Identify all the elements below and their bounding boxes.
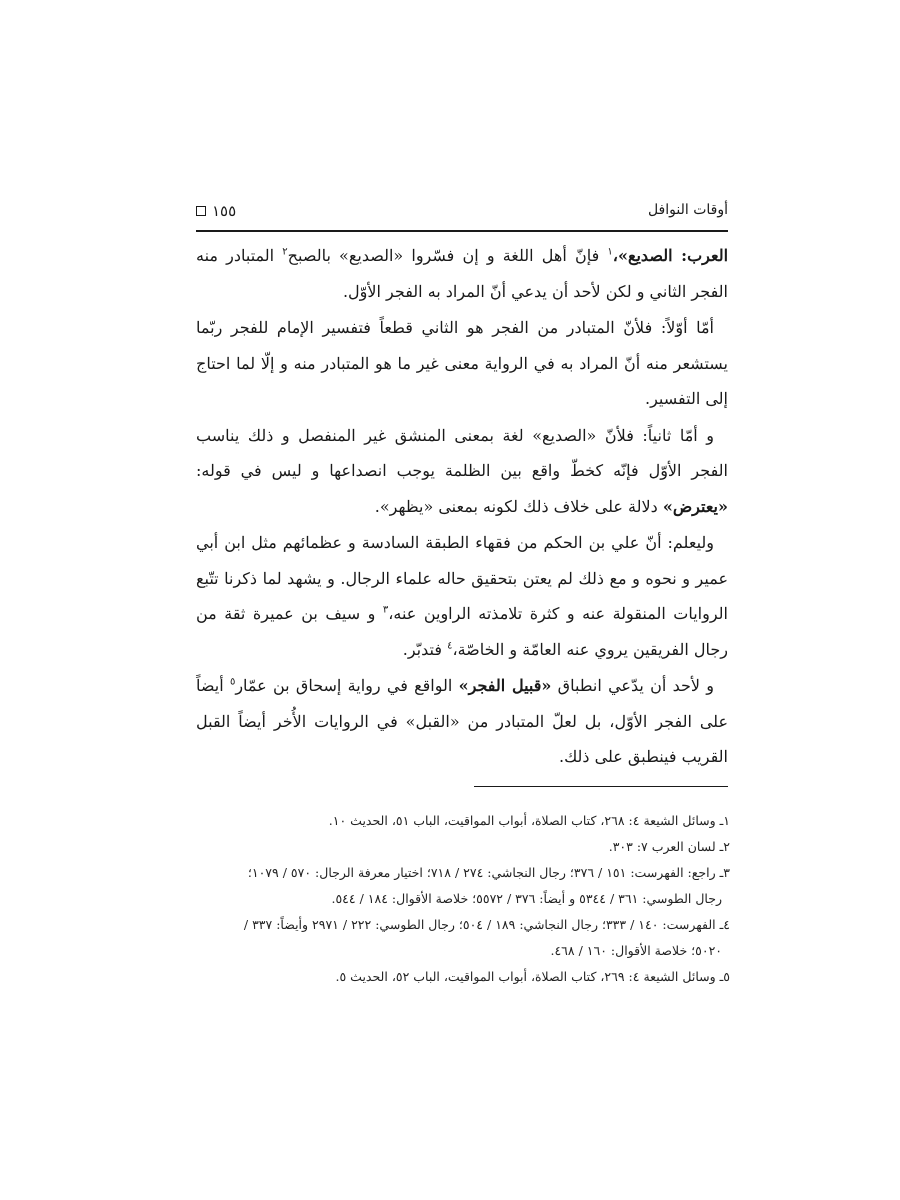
footnote-ref[interactable]: ٢ — [282, 246, 288, 258]
page-number — [196, 202, 236, 220]
paragraph-3 — [196, 417, 728, 525]
square-bullet-icon — [196, 206, 206, 216]
text-run: المتبادر منه الفجر الثاني و لكن لأحد أن يدعي أنّ المراد به الفجر الأوّل. — [196, 246, 728, 301]
footnote-5: ٥ـ وسائل الشيعة ٤: ٢٦٩، كتاب الصلاة، أبواب المواقيت، الباب ٥٢، الحديث ٥. — [335, 969, 730, 984]
text-run: أيضاً على الفجر الأوّل، بل لعلّ المتبادر من «القبل» في الروايات الأُخر أيضاً القبل القريب فينطبق على ذلك. — [196, 676, 728, 766]
footnotes — [196, 808, 730, 990]
bold-term: «قبيل الفجر» — [458, 676, 552, 695]
footnote-ref[interactable]: ١ — [607, 246, 613, 258]
footnote-line: رجال الطوسي: ٣٦١ / ٥٣٤٤ و أيضاً: ٣٧٦ / ٥٥٧٢؛ خلاصة الأقوال: ١٨٤ / ٥٤٤. — [331, 891, 722, 906]
header-rule — [196, 230, 728, 232]
text-run: وليعلم: أنّ علي بن الحكم من فقهاء الطبقة السادسة و عظمائهم مثل ابن أبي عمير و نحوه و مع ذلك لم يعتن بتحقيق حاله علماء الرجال. و يشهد لما ذكرنا تتّبع الروايات المنقولة عنه و كثرة تلامذته الراوين عنه، — [196, 533, 728, 623]
footnote-ref[interactable]: ٣ — [382, 604, 389, 616]
text-run: و أمّا ثانياً: فلأنّ «الصديع» لغة بمعنى المنشق غير المنفصل و ذلك يناسب الفجر الأوّل فإنّه كخطّ واقع بين الظلمة يوجب انصداعها و ليس في قوله: — [196, 425, 728, 480]
paragraph-1 — [196, 238, 728, 309]
footnote-ref[interactable]: ٤ — [447, 640, 453, 652]
footnote-ref[interactable]: ٥ — [229, 676, 236, 688]
paragraph-5 — [196, 667, 728, 775]
footnote-line: ٣ـ راجع: الفهرست: ١٥١ / ٣٧٦؛ رجال النجاشي: ٢٧٤ / ٧١٨؛ اختيار معرفة الرجال: ٥٧٠ / ١٠٧٩؛ — [247, 865, 730, 880]
text-run: الواقع في رواية إسحاق بن عمّار — [235, 676, 459, 695]
bold-term: «يعترض» — [662, 496, 728, 516]
footnote-rule — [474, 786, 728, 787]
paragraph-4 — [196, 524, 728, 667]
page-header — [196, 198, 728, 228]
page-number-text: ١٥٥ — [212, 202, 237, 220]
footnote-4 — [196, 912, 730, 964]
text-run: دلالة على خلاف ذلك لكونه بمعنى «يظهر». — [374, 496, 663, 516]
paragraph-2: أمّا أوّلاً: فلأنّ المتبادر من الفجر هو الثاني قطعاً فتفسير الإمام للفجر ربّما يستشعر منه أنّ المراد به في الرواية معنى غير ما هو المتبادر منه و إلّا لما احتاج إلى التفسير. — [196, 318, 728, 408]
running-title: أوقات النوافل — [647, 202, 728, 218]
footnote-line: ٤ـ الفهرست: ١٤٠ / ٣٣٣؛ رجال النجاشي: ١٨٩ / ٥٠٤؛ رجال الطوسي: ٢٢٢ / ٢٩٧١ وأيضاً: ٣٣٧ / — [243, 917, 730, 932]
footnote-1: ١ـ وسائل الشيعة ٤: ٢٦٨، كتاب الصلاة، أبواب المواقيت، الباب ٥١، الحديث ١٠. — [328, 813, 730, 828]
text-run: و سيف بن عميرة ثقة من رجال الفريقين يروي عنه العامّة و الخاصّة، — [196, 604, 728, 659]
body-text — [196, 238, 728, 775]
bold-term: العرب: الصديع»، — [612, 246, 729, 265]
footnote-3 — [196, 860, 730, 912]
footnote-2: ٢ـ لسان العرب ٧: ٣٠٣. — [608, 839, 730, 854]
text-run: فتدبّر. — [402, 639, 448, 659]
text-run: فإنّ أهل اللغة و إن فسّروا «الصديع» بالصبح — [287, 246, 608, 265]
footnote-line: ٥٠٢٠؛ خلاصة الأقوال: ١٦٠ / ٤٦٨. — [550, 943, 722, 958]
text-run: و لأحد أن يدّعي انطباق — [551, 676, 715, 695]
